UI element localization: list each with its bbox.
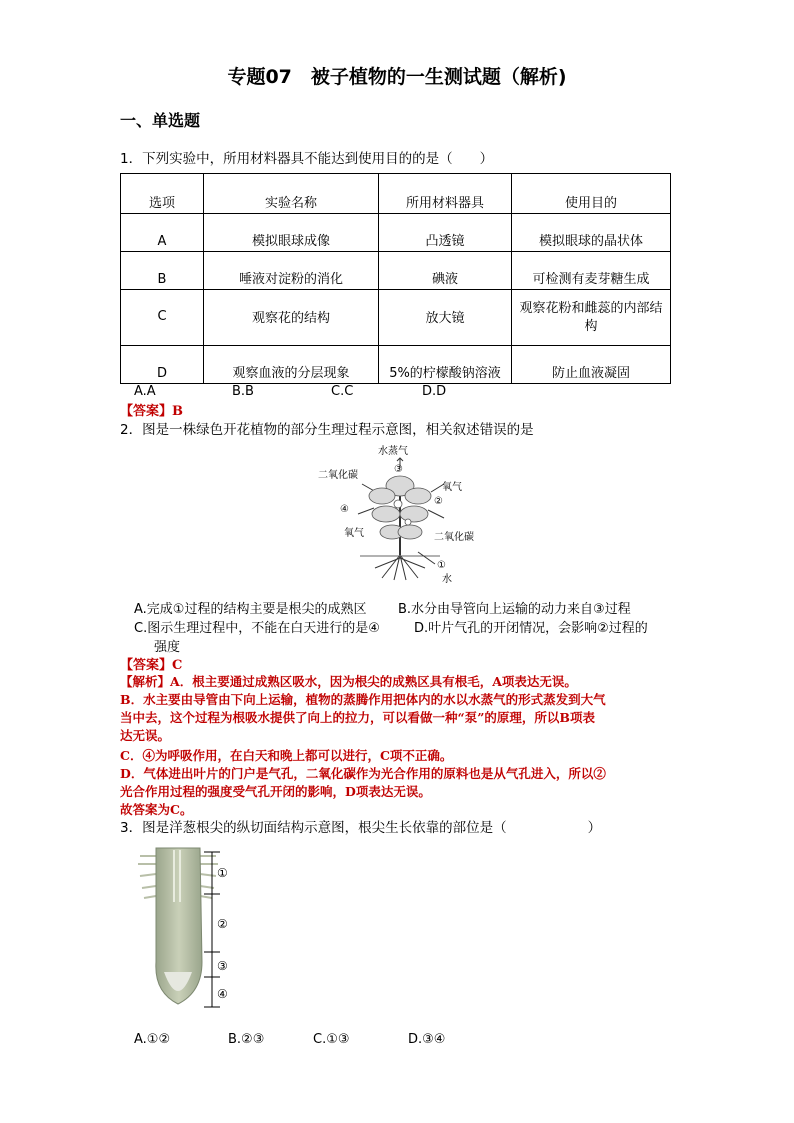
table-cell: 观察花的结构 [204,290,379,346]
analysis-line: D．气体进出叶片的门户是气孔，二氧化碳作为光合作用的原料也是从气孔进入，所以② [120,766,606,781]
q1-stem: 1．下列实验中，所用材料器具不能达到使用目的的是（ ） [120,151,494,167]
table-header-row [121,174,671,214]
table-cell: 凸透镜 [379,214,512,252]
page-title: 专题07 被子植物的一生测试题（解析) [227,66,567,88]
table-row [121,290,671,346]
label-water: 水 [442,574,452,585]
table-cell: C [121,290,204,346]
table-header: 实验名称 [204,174,379,214]
analysis-line [120,672,577,690]
label-1: ① [437,560,446,571]
answer-label: 【答案】 [120,658,173,673]
root-label-1: ① [217,866,228,880]
option-b: B.B [232,384,254,399]
table-cell: 观察血液的分层现象 [204,346,379,384]
label-o2-left: 氧气 [344,528,364,539]
analysis-line: 达无误。 [120,728,171,743]
analysis-text: A．根主要通过成熟区吸水，因为根尖的成熟区具有根毛，A项表达无误。 [170,674,577,689]
table-cell: 碘液 [379,252,512,290]
analysis-line: 当中去，这个过程为根吸水提供了向上的拉力，可以看做一种“泵”的原理，所以B项表 [120,710,595,725]
option-a: A.A [134,384,156,399]
analysis-line: 光合作用过程的强度受气孔开闭的影响，D项表达无误。 [120,784,431,799]
analysis-line: B．水主要由导管由下向上运输，植物的蒸腾作用把体内的水以水蒸气的形式蒸发到大气 [120,692,606,707]
root-label-4: ④ [217,987,228,1001]
table-cell: D [121,346,204,384]
analysis-line: 故答案为C。 [120,802,193,817]
q1-table [120,173,671,384]
label-co2-top: 二氧化碳 [318,470,358,481]
q2-option-b: B.水分由导管向上运输的动力来自③过程 [398,602,631,617]
section-heading: 一、单选题 [120,111,201,130]
table-header: 选项 [121,174,204,214]
table-cell: 唾液对淀粉的消化 [204,252,379,290]
table-cell: B [121,252,204,290]
q1-answer [120,400,183,419]
q3-option-d: D.③④ [408,1032,446,1047]
root-label-2: ② [217,917,228,931]
q2-option-c: C.图示生理过程中，不能在白天进行的是④ [134,621,380,636]
label-2: ② [434,496,443,507]
table-row [121,252,671,290]
table-cell: 放大镜 [379,290,512,346]
label-water-vapor: 水蒸气 [378,446,408,457]
q2-option-d-cont: 强度 [154,640,181,655]
table-cell: 模拟眼球的晶状体 [512,214,671,252]
table-cell: 5%的柠檬酸钠溶液 [379,346,512,384]
label-4: ④ [340,504,349,515]
q3-option-b: B.②③ [228,1032,265,1047]
table-cell: 观察花粉和雌蕊的内部结构 [512,290,671,346]
q2-option-a: A.完成①过程的结构主要是根尖的成熟区 [134,602,367,617]
option-c: C.C [331,384,354,399]
table-cell: 可检测有麦芽糖生成 [512,252,671,290]
analysis-label: 【解析】 [120,674,171,689]
answer-label: 【答案】 [120,404,173,419]
analysis-line: C．④为呼吸作用，在白天和晚上都可以进行，C项不正确。 [120,748,453,763]
q3-option-a: A.①② [134,1032,171,1047]
root-label-3: ③ [217,959,228,973]
table-row [121,346,671,384]
root-tip-diagram [130,842,250,1022]
answer-value: B [172,404,184,419]
q3-stem: 3．图是洋葱根尖的纵切面结构示意图，根尖生长依靠的部位是（ ） [120,820,602,836]
q2-option-d: D.叶片气孔的开闭情况，会影响②过程的 [414,621,648,636]
q3-option-c: C.①③ [313,1032,350,1047]
table-row [121,214,671,252]
label-3: ③ [394,464,403,475]
table-header: 所用材料器具 [379,174,512,214]
option-d: D.D [422,384,447,399]
table-cell: A [121,214,204,252]
label-o2-right: 氧气 [442,482,462,493]
q2-answer [120,654,182,673]
table-cell: 防止血液凝固 [512,346,671,384]
q2-stem: 2．图是一株绿色开花植物的部分生理过程示意图，相关叙述错误的是 [120,422,534,438]
answer-value: C [172,658,183,673]
table-cell: 模拟眼球成像 [204,214,379,252]
table-header: 使用目的 [512,174,671,214]
label-co2-bottom: 二氧化碳 [434,532,474,543]
plant-diagram [300,440,500,590]
